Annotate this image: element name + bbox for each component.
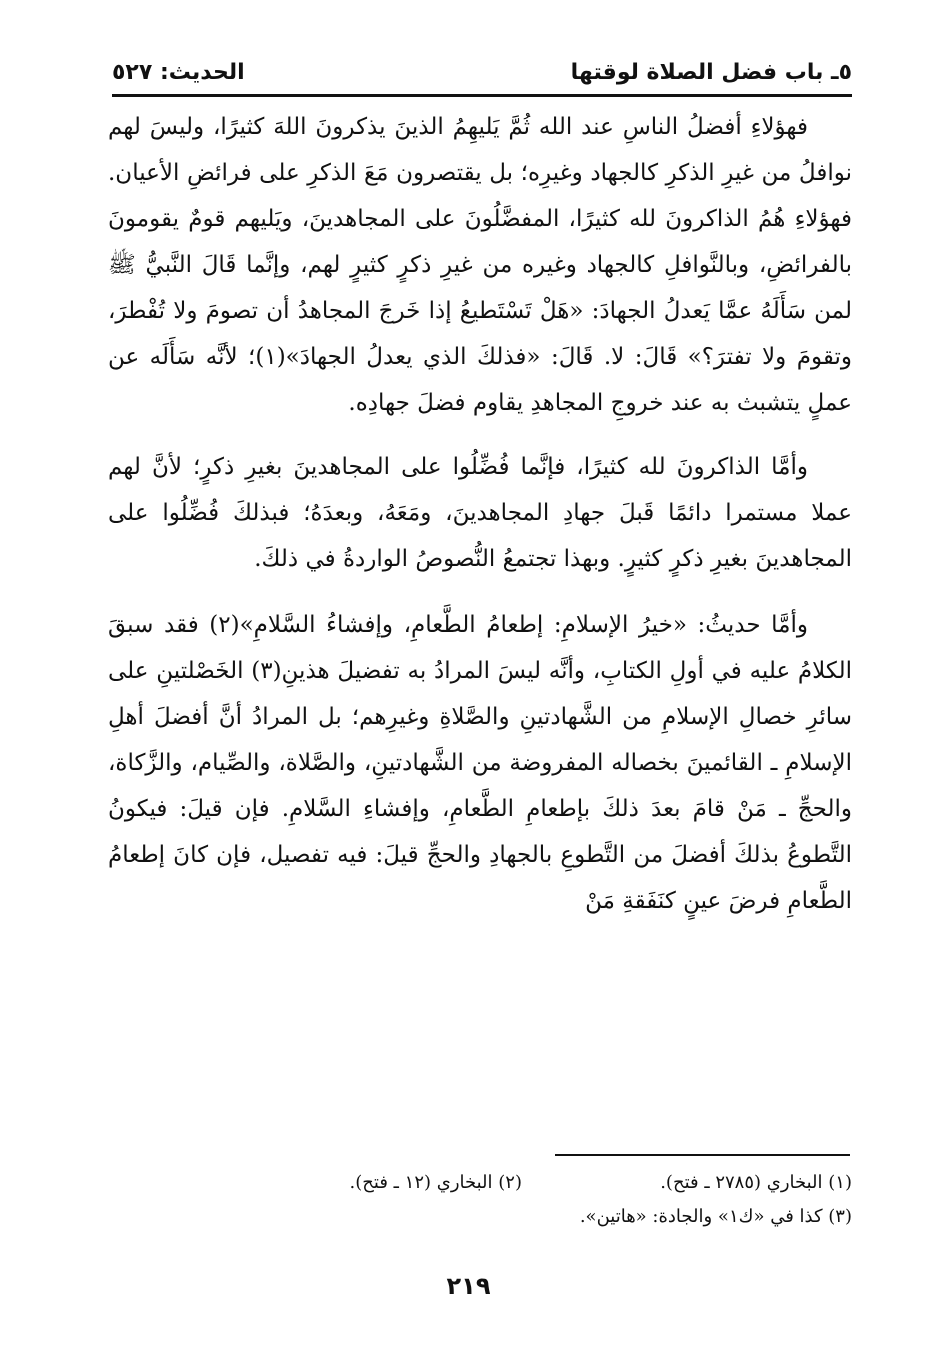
chapter-title: ٥ـ باب فضل الصلاة لوقتها: [570, 59, 852, 85]
paragraph-3: وأمَّا حديثُ: «خيرُ الإسلامِ: إطعامُ الطَّعامِ، وإفشاءُ السَّلامِ»(٢) فقد سبقَ الكلامُ عليه في أولِ الكتابِ، وأنَّه ليسَ المرادُ به تفضيلَ هذينِ(٣) الخَصْلتينِ على سائرِ خصالِ الإسلامِ من الشَّهادتينِ والصَّلاةِ وغيرِهم؛ بل المرادُ أنَّ أفضلَ أهلِ الإسلامِ ـ القائمينَ بخصاله المفروضة من الشَّهادتينِ، والصَّلاة، والصِّيام، والزَّكاة، والحجِّ ـ مَنْ قامَ بعدَ ذلكَ بإطعامِ الطَّعامِ، وإفشاءِ السَّلامِ. فإن قيلَ: فيكونُ التَّطوعُ بذلكَ أفضلَ من التَّطوعِ بالجهادِ والحجِّ قيلَ: فيه تفصيل، فإن كانَ إطعامُ الطَّعامِ فرضَ عينٍ كنَفَقةِ مَنْ: [108, 612, 852, 914]
page-number: ٢١٩: [446, 1272, 491, 1300]
paragraph-2: وأمَّا الذاكرونَ لله كثيرًا، فإنَّما فُضِّلُوا على المجاهدينَ بغيرِ ذكرٍ؛ لأنَّ لهم عملا مستمرا دائمًا قَبلَ جهادِ المجاهدينَ، ومَعَهُ، وبعدَهُ؛ فبذلكَ فُضِّلُوا على المجاهدينَ بغيرِ ذكرٍ كثيرٍ. وبهذا تجتمعُ النُّصوصُ الواردةُ في ذلكَ.: [108, 454, 852, 572]
footnote-row: [108, 1166, 852, 1200]
hadith-reference: الحديث: ٥٢٧: [112, 59, 245, 85]
footnote-3: (٣) كذا في «ك١» والجادة: «هاتين».: [579, 1206, 852, 1227]
paragraph-1: فهؤلاءِ أفضلُ الناسِ عند الله ثُمَّ يَليهِمُ الذينَ يذكرونَ اللهَ كثيرًا، وليسَ لهم نوافلُ من غيرِ الذكرِ كالجهاد وغيرِه؛ بل يقتصرون مَعَ الذكرِ على فرائضِ الأعيان. فهؤلاءِ هُمُ الذاكرونَ لله كثيرًا، المفضَّلُونَ على المجاهدينَ، ويَليهم قومٌ يقومونَ بالفرائضِ، وبالنَّوافلِ كالجهاد وغيره من غيرِ ذكرٍ كثيرٍ لهم، وإنَّما قَالَ النَّبيُّ ﷺ لمن سَأَلَهُ عمَّا يَعدلُ الجهادَ: «هَلْ تَسْتَطيعُ إذا خَرجَ المجاهدُ أن تصومَ ولا تُفْطرَ، وتقومَ ولا تفترَ؟» قَالَ: لا. قَالَ: «فذلكَ الذي يعدلُ الجهادَ»(١)؛ لأنَّه سَأَلَه عن عملٍ يتشبث به عند خروجِ المجاهدِ يقاوم فضلَ جهادِه.: [108, 114, 852, 416]
footnote-divider: [555, 1154, 850, 1156]
running-header: [112, 54, 852, 90]
footnote-2: (٢) البخاري (١٢ ـ فتح).: [349, 1172, 522, 1193]
main-text: [108, 104, 852, 942]
footnote-1: (١) البخاري (٢٧٨٥ ـ فتح).: [660, 1172, 852, 1193]
header-divider: [112, 94, 852, 97]
footnotes: [108, 1166, 852, 1234]
